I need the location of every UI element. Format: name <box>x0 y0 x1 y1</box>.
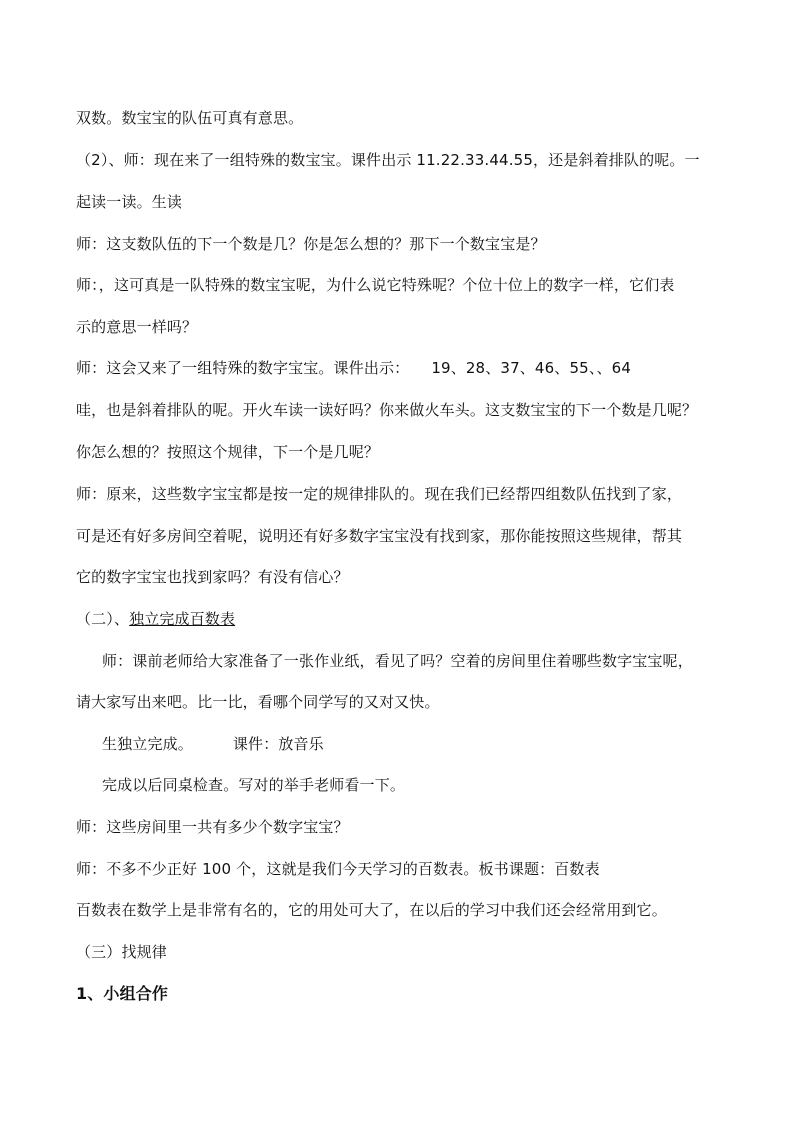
text-line: 师：这支数队伍的下一个数是几？你是怎么想的？那下一个数宝宝是？ <box>76 235 546 253</box>
text-line: 你怎么想的？按照这个规律，下一个是几呢？ <box>76 443 380 461</box>
subsection-heading: 1、小组合作 <box>76 984 169 1003</box>
text-fragment: 课件：放音乐 <box>232 735 324 753</box>
text-line: 起读一读。生读 <box>76 193 183 211</box>
section-number: （二）、 <box>76 610 130 628</box>
text-line: 师：课前老师给大家准备了一张作业纸，看见了吗？空着的房间里住着哪些数字宝宝呢， <box>102 652 693 670</box>
text-line: 可是还有好多房间空着呢，说明还有好多数字宝宝没有找到家，那你能按照这些规律，帮其 <box>76 527 683 545</box>
text-line: 师：这些房间里一共有多少个数字宝宝？ <box>76 818 349 836</box>
text-line: （2）、师：现在来了一组特殊的数宝宝。课件出示 11.22.33.44.55，还是斜着排队的呢。一 <box>76 151 700 169</box>
number-sequence: 19、28、37、46、55、、64 <box>431 359 632 377</box>
text-line: 师：，这可真是一队特殊的数宝宝呢，为什么说它特殊呢？个位十位上的数字一样，它们表 <box>76 276 675 294</box>
text-line: 完成以后同桌检查。写对的举手老师看一下。 <box>102 776 406 794</box>
text-line: 示的意思一样吗？ <box>76 318 198 336</box>
text-line: 师：不多不少正好 100 个，这就是我们今天学习的百数表。板书课题：百数表 <box>76 860 600 878</box>
text-line: 百数表在数学上是非常有名的，它的用处可大了，在以后的学习中我们还会经常用到它。 <box>76 901 667 919</box>
section-heading <box>76 609 235 629</box>
text-fragment: 师：这会又来了一组特殊的数字宝宝。课件出示： <box>76 359 410 377</box>
text-fragment: 生独立完成。 <box>102 735 193 753</box>
text-line: 哇，也是斜着排队的呢。开火车读一读好吗？你来做火车头。这支数宝宝的下一个数是几呢？ <box>76 401 698 419</box>
text-line <box>76 358 631 378</box>
section-heading: （三）找规律 <box>76 943 167 961</box>
section-title: 独立完成百数表 <box>129 610 236 628</box>
text-line: 师：原来，这些数字宝宝都是按一定的规律排队的。现在我们已经帮四组数队伍找到了家， <box>76 485 683 503</box>
text-line: 请大家写出来吧。比一比，看哪个同学写的又对又快。 <box>76 693 440 711</box>
text-line <box>102 734 324 754</box>
text-line: 双数。数宝宝的队伍可真有意思。 <box>76 109 304 127</box>
text-line: 它的数字宝宝也找到家吗？有没有信心？ <box>76 568 349 586</box>
